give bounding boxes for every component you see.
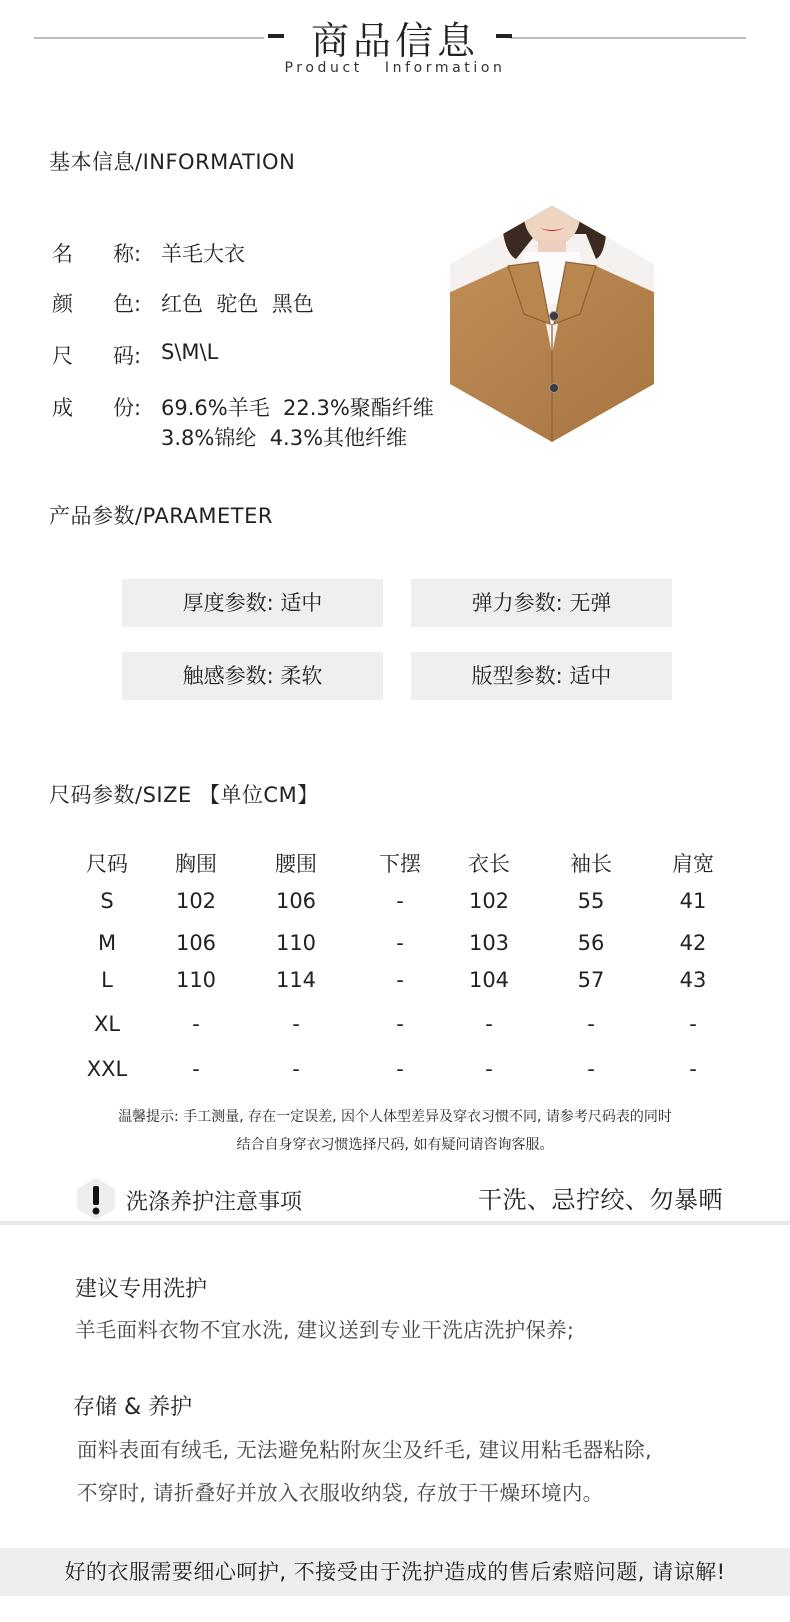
size-cell: 110 <box>275 931 317 955</box>
care-divider <box>0 1221 790 1225</box>
size-cell: 42 <box>679 931 707 955</box>
info-key: 色: <box>113 292 142 316</box>
param-fit: 版型参数: 适中 <box>411 652 672 700</box>
size-cell: - <box>192 1057 200 1081</box>
size-row-label: XXL <box>86 1057 128 1081</box>
size-row-label: L <box>101 968 113 992</box>
size-note-line2: 结合自身穿衣习惯选择尺码, 如有疑问请咨询客服。 <box>236 1137 554 1153</box>
size-cell: 104 <box>468 968 510 992</box>
size-cell: - <box>689 1057 697 1081</box>
size-cell: - <box>485 1057 493 1081</box>
size-cell: 41 <box>679 889 707 913</box>
size-cell: 102 <box>468 889 510 913</box>
section-title-size: 尺码参数/SIZE 【单位CM】 <box>49 783 319 807</box>
care-banner-right: 干洗、忌拧绞、勿暴晒 <box>478 1186 723 1214</box>
size-cell: - <box>396 889 404 913</box>
size-header-cell: 肩宽 <box>672 852 714 876</box>
size-header-cell: 尺码 <box>86 852 128 876</box>
wash-text: 羊毛面料衣物不宜水洗, 建议送到专业干洗店洗护保养; <box>75 1318 575 1342</box>
param-elasticity: 弹力参数: 无弹 <box>411 579 672 627</box>
size-cell: - <box>396 968 404 992</box>
size-note-line1: 温馨提示: 手工测量, 存在一定误差, 因个人体型差异及穿衣习惯不同, 请参考尺码表的同时 <box>118 1109 672 1125</box>
info-key: 颜 <box>52 292 73 316</box>
size-cell: - <box>292 1012 300 1036</box>
warning-icon <box>74 1177 118 1221</box>
size-cell: 114 <box>275 968 317 992</box>
size-cell: 43 <box>679 968 707 992</box>
size-cell: - <box>292 1057 300 1081</box>
size-header-cell: 袖长 <box>570 852 612 876</box>
size-cell: 57 <box>577 968 605 992</box>
info-key: 名 <box>52 242 73 266</box>
section-title-information: 基本信息/INFORMATION <box>49 150 296 174</box>
store-title: 存储 & 养护 <box>73 1395 193 1420</box>
size-cell: 56 <box>577 931 605 955</box>
info-key: 成 <box>52 396 73 420</box>
page-title: 商品信息 <box>310 19 479 63</box>
size-cell: 110 <box>175 968 217 992</box>
care-banner-title: 洗涤养护注意事项 <box>126 1190 303 1215</box>
store-text-1: 面料表面有绒毛, 无法避免粘附灰尘及纤毛, 建议用粘毛器粘除, <box>77 1438 652 1462</box>
size-header-cell: 腰围 <box>275 852 317 876</box>
info-value: 红色 驼色 黑色 <box>161 292 314 316</box>
size-cell: - <box>396 1057 404 1081</box>
info-key: 称: <box>113 242 142 266</box>
product-photo <box>446 204 658 444</box>
size-row-label: S <box>100 889 114 913</box>
param-touch: 触感参数: 柔软 <box>122 652 383 700</box>
info-value-line2: 3.8%锦纶 4.3%其他纤维 <box>161 426 408 450</box>
store-text-2: 不穿时, 请折叠好并放入衣服收纳袋, 存放于干燥环境内。 <box>77 1481 604 1505</box>
size-cell: - <box>485 1012 493 1036</box>
size-row-label: XL <box>93 1012 121 1036</box>
size-cell: 55 <box>577 889 605 913</box>
info-value: 69.6%羊毛 22.3%聚酯纤维 <box>161 396 434 420</box>
size-cell: 106 <box>275 889 317 913</box>
section-title-parameter: 产品参数/PARAMETER <box>49 504 273 528</box>
info-key: 尺 <box>52 344 73 368</box>
info-value: S\M\L <box>161 340 219 364</box>
size-cell: - <box>689 1012 697 1036</box>
info-key: 码: <box>113 344 142 368</box>
size-cell: 103 <box>468 931 510 955</box>
size-row-label: M <box>97 931 117 955</box>
info-key: 份: <box>113 396 142 420</box>
size-cell: - <box>587 1012 595 1036</box>
wash-title: 建议专用洗护 <box>75 1277 208 1302</box>
size-cell: 106 <box>175 931 217 955</box>
info-value: 羊毛大衣 <box>161 242 245 266</box>
size-cell: - <box>587 1057 595 1081</box>
size-header-cell: 下摆 <box>379 852 421 876</box>
page-subtitle: Product Information <box>284 60 506 76</box>
size-cell: - <box>192 1012 200 1036</box>
size-cell: 102 <box>175 889 217 913</box>
size-header-cell: 衣长 <box>468 852 510 876</box>
footer-notice: 好的衣服需要细心呵护, 不接受由于洗护造成的售后索赔问题, 请谅解! <box>0 1548 790 1596</box>
size-cell: - <box>396 1012 404 1036</box>
size-cell: - <box>396 931 404 955</box>
param-thickness: 厚度参数: 适中 <box>122 579 383 627</box>
size-header-cell: 胸围 <box>175 852 217 876</box>
